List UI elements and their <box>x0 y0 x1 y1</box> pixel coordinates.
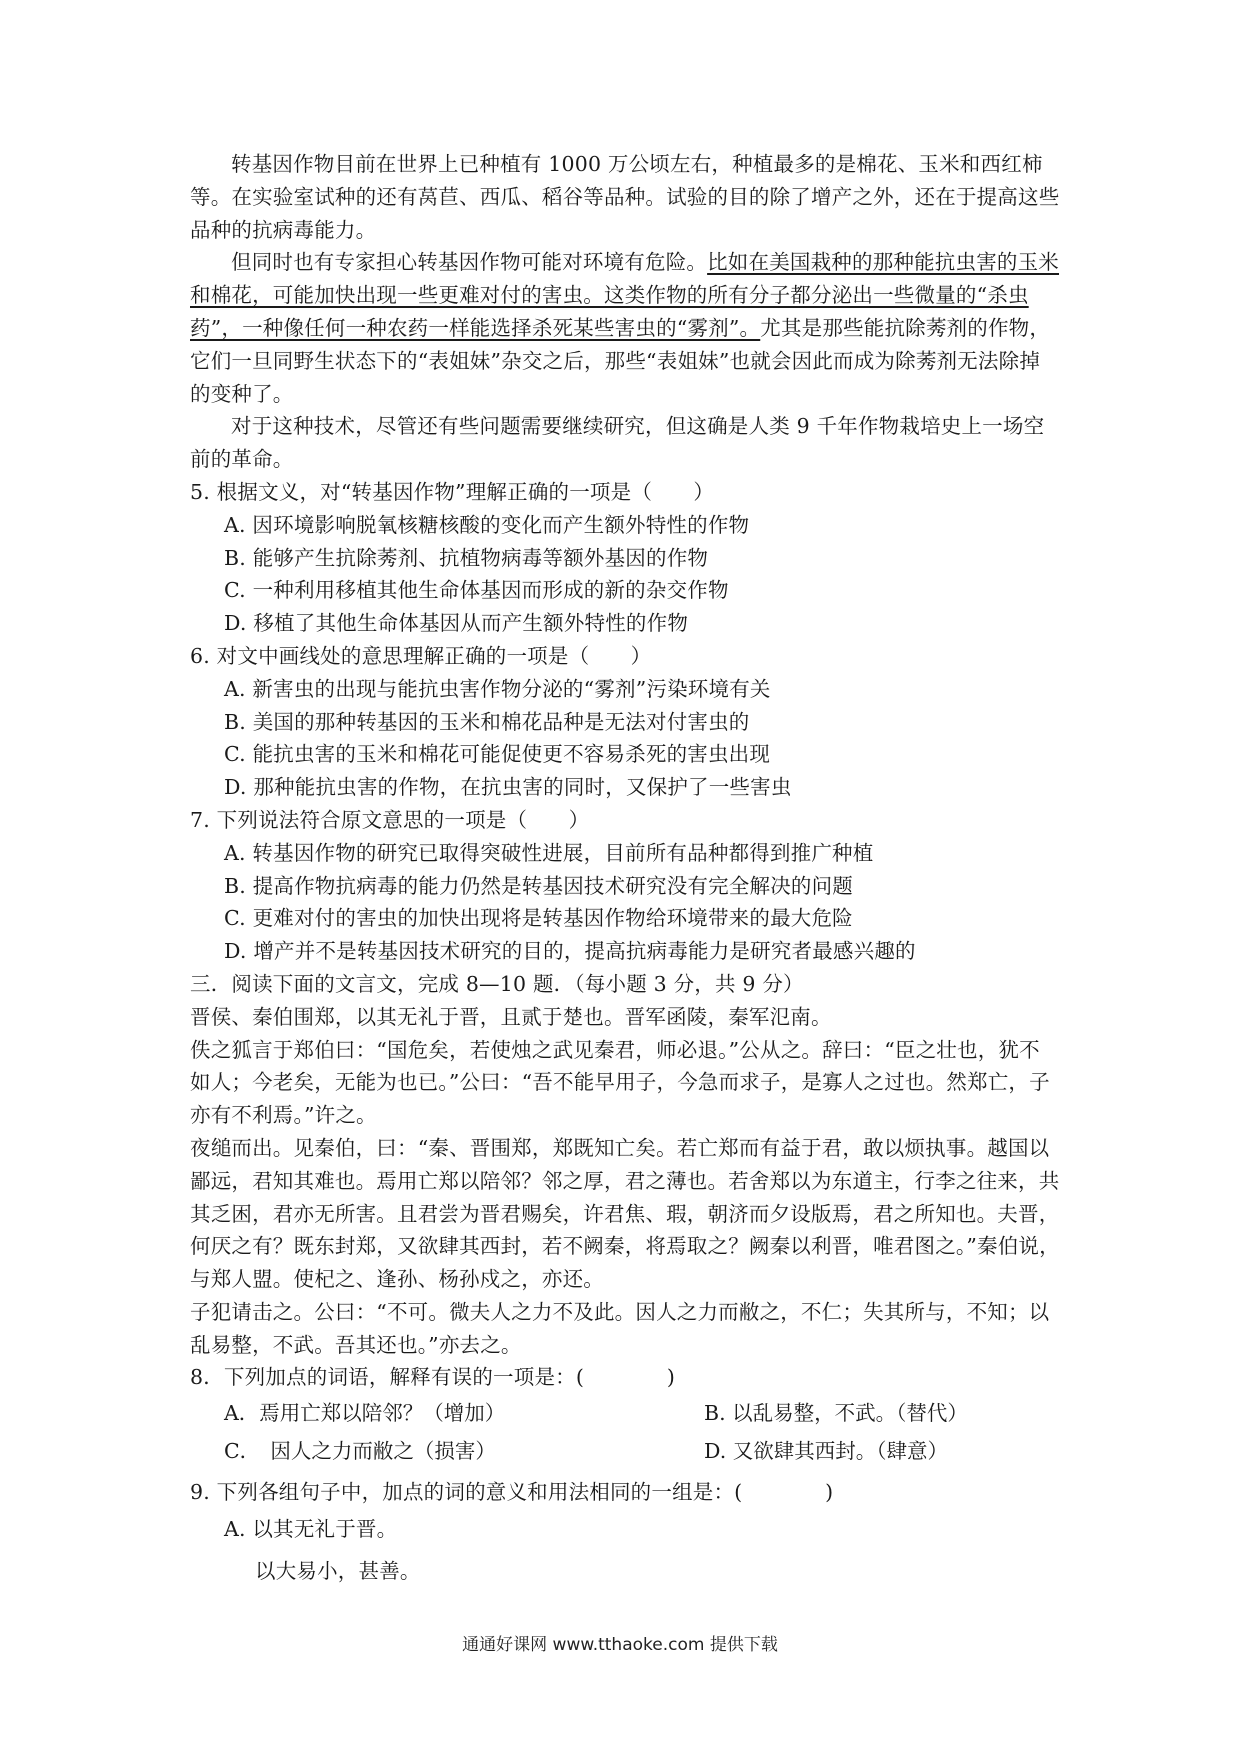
question-8-options-row-2 <box>190 1432 1060 1470</box>
question-7-option-d: D. 增产并不是转基因技术研究的目的，提高抗病毒能力是研究者最感兴趣的 <box>224 939 916 964</box>
question-9-stem: 9. 下列各组句子中，加点的词的意义和用法相同的一组是：( ) <box>190 1480 834 1505</box>
question-8-option-c: C． 因人之力而敝之（损害） <box>224 1439 496 1464</box>
question-5-option-b: B. 能够产生抗除莠剂、抗植物病毒等额外基因的作物 <box>224 545 709 570</box>
section-3-heading: 三．阅读下面的文言文，完成 8—10 题．（每小题 3 分，共 9 分） <box>190 971 804 996</box>
underlined-passage: 比如在美国栽种的那种能抗虫害的玉米和棉花，可能加快出现一些更难对付的害虫。这类作物的所有分子都分泌出一些微量的“杀虫药”，一种像任何一种农药一样能选择杀死某些害虫的“雾剂”。 <box>190 250 1060 340</box>
question-7-stem: 7. 下列说法符合原文意思的一项是（ ） <box>190 807 590 832</box>
question-8-stem: 8．下列加点的词语，解释有误的一项是：( ) <box>190 1365 676 1390</box>
classical-text-paragraph-4: 子犯请击之。公曰：“不可。微夫人之力不及此。因人之力而敝之，不仁；失其所与，不知；以乱易整，不武。吾其还也。”亦去之。 <box>190 1299 1050 1357</box>
classical-text-paragraph-2: 佚之狐言于郑伯曰：“国危矣，若使烛之武见秦君，师必退。”公从之。辞曰：“臣之壮也，犹不如人；今老矣，无能为也已。”公曰：“吾不能早用子，今急而求子，是寡人之过也。然郑亡，子亦有不利焉。”许之。 <box>190 1037 1050 1128</box>
question-7-option-b: B. 提高作物抗病毒的能力仍然是转基因技术研究没有完全解决的问题 <box>224 873 853 898</box>
page-footer: 通通好课网 www.tthaoke.com 提供下载 <box>462 1635 778 1655</box>
passage-paragraph-2 <box>190 246 1060 410</box>
question-6-option-b: B. 美国的那种转基因的玉米和棉花品种是无法对付害虫的 <box>224 709 750 734</box>
question-5-option-a: A. 因环境影响脱氧核糖核酸的变化而产生额外特性的作物 <box>224 512 750 537</box>
question-7-option-a: A. 转基因作物的研究已取得突破性进展，目前所有品种都得到推广种植 <box>224 840 874 865</box>
classical-text-paragraph-3: 夜缒而出。见秦伯，曰：“秦、晋围郑，郑既知亡矣。若亡郑而有益于君，敢以烦执事。越国以鄙远，君知其难也。焉用亡郑以陪邻？邻之厚，君之薄也。若舍郑以为东道主，行李之往来，共其乏困，君亦无所害。且君尝为晋君赐矣，许君焦、瑕，朝济而夕设版焉，君之所知也。夫晋，何厌之有？既东封郑，又欲肆其西封，若不阙秦，将焉取之？阙秦以利晋，唯君图之。”秦伯说，与郑人盟。使杞之、逢孙、杨孙戍之，亦还。 <box>190 1135 1060 1292</box>
question-8-option-a: A．焉用亡郑以陪邻？（增加） <box>224 1401 506 1426</box>
question-5-option-c: C. 一种利用移植其他生命体基因而形成的新的杂交作物 <box>224 578 729 603</box>
passage-paragraph-3: 对于这种技术，尽管还有些问题需要继续研究，但这确是人类 9 千年作物栽培史上一场空前的革命。 <box>190 414 1045 472</box>
question-8-option-b: B. 以乱易整，不武。（替代） <box>704 1401 968 1426</box>
question-8-options-row-1 <box>190 1394 1060 1432</box>
question-6-stem: 6. 对文中画线处的意思理解正确的一项是（ ） <box>190 643 652 668</box>
question-7-option-c: C. 更难对付的害虫的加快出现将是转基因作物给环境带来的最大危险 <box>224 906 853 931</box>
passage-p2-start: 但同时也有专家担心转基因作物可能对环境有危险。 <box>231 250 708 275</box>
question-5-option-d: D. 移植了其他生命体基因从而产生额外特性的作物 <box>224 611 689 636</box>
passage-paragraph-1: 转基因作物目前在世界上已种植有 1000 万公顷左右，种植最多的是棉花、玉米和西红柿等。在实验室试种的还有莴苣、西瓜、稻谷等品种。试验的目的除了增产之外，还在于提高这些品种的抗病毒能力。 <box>190 152 1060 242</box>
passage-p2-end: 尤其是那些能抗除莠剂的作物，它们一旦同野生状态下的“表姐妹”杂交之后，那些“表姐妹”也就会因此而成为除莠剂无法除掉的变种了。 <box>190 315 1051 406</box>
question-5-stem: 5. 根据文义，对“转基因作物”理解正确的一项是（ ） <box>190 479 715 504</box>
question-6-option-c: C. 能抗虫害的玉米和棉花可能促使更不容易杀死的害虫出现 <box>224 742 771 767</box>
document-page <box>190 148 1060 1593</box>
question-6-option-a: A. 新害虫的出现与能抗虫害作物分泌的“雾剂”污染环境有关 <box>224 676 771 701</box>
question-9-option-a-line-1: A. 以其无礼于晋。 <box>224 1517 398 1542</box>
question-9-option-a-line-2: 以大易小，甚善。 <box>255 1559 421 1584</box>
question-8-option-d: D. 又欲肆其西封。（肆意） <box>704 1439 948 1464</box>
question-6-option-d: D. 那种能抗虫害的作物，在抗虫害的同时，又保护了一些害虫 <box>224 775 792 800</box>
classical-text-paragraph-1: 晋侯、秦伯围郑，以其无礼于晋，且贰于楚也。晋军函陵，秦军氾南。 <box>190 1004 832 1029</box>
